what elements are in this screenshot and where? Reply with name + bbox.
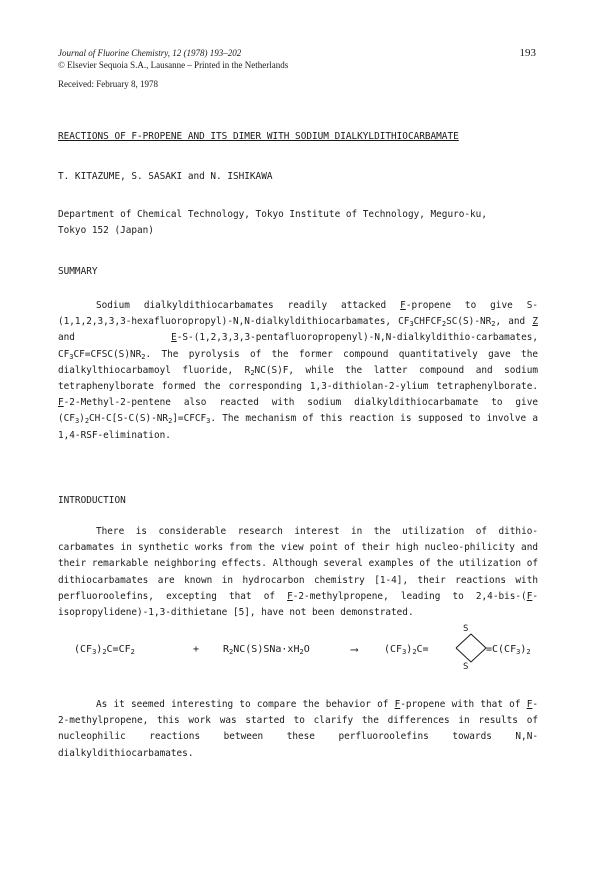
reactant-olefin: $(CF_3)_2C=CF_2$ — [74, 644, 135, 656]
summary-heading: SUMMARY — [58, 266, 98, 277]
introduction-paragraph-1: There is considerable research interest in the utilization of dithio-carbamates in synthetic works from the view point of their high nucleo-philicity and their remarkable neighboring effects. Although several examples of the utilization of dithiocarbamates are known in hydrocarbon chemistry [1-4], their reactions with perfluoroolefins, excepting that of F-2-methylpropene, leading to 2,4-bis-(F-isopropylidene)-1,3-dithietane [5], have not been demonstrated. — [58, 526, 538, 619]
reaction-arrow: ⟶ — [351, 643, 358, 656]
ring-sulfur-bottom: S — [463, 662, 469, 672]
copyright-line: © Elsevier Sequoia S.A., Lausanne – Printed in the Netherlands — [58, 60, 289, 70]
reactant-dithiocarbamate: $R_2NC(S)SNa\cdot xH_2O$ — [223, 644, 310, 656]
authors: T. KITAZUME, S. SASAKI and N. ISHIKAWA — [58, 171, 273, 182]
plus-sign: + — [193, 644, 200, 655]
dithietane-ring — [451, 624, 491, 674]
article-title: REACTIONS OF F-PROPENE AND ITS DIMER WITH SODIUM DIALKYLDITHIOCARBAMATE — [58, 131, 459, 142]
product-left-group: $(CF_3)_2C=$ — [384, 644, 429, 656]
introduction-paragraph-2: As it seemed interesting to compare the behavior of F-propene with that of F-2-methylpropene, this work was started to clarify the differences in results of nucleophilic reactions between these perfluoroolefins towards N,N-dialkyldithiocarbamates. — [58, 699, 538, 759]
introduction-heading: INTRODUCTION — [58, 495, 126, 506]
received-date: Received: February 8, 1978 — [58, 79, 158, 89]
page-number: 193 — [519, 47, 536, 59]
affiliation-line-1: Department of Chemical Technology, Tokyo Institute of Technology, Meguro-ku, — [58, 209, 487, 220]
summary-paragraph: Sodium dialkyldithiocarbamates readily attacked F-propene to give S-(1,1,2,3,3,3-hexafluoropropyl)-N,N-dialkyldithiocarbamates, $CF_3CHFCF_2SC(S)-NR_2$, and Z and E-S-(1,2,3,3,3-pentafluoropropenyl)-N,N-dialkyldithio-carbamates, $CF_3CF=CFSC(S)NR_2$. The pyrolysis of the former compound quantitatively gave the dialkylthiocarbamoyl fluoride, $R_2NC(S)F$, while the latter compound and sodium tetraphenylborate formed the corresponding 1,3-dithiolan-2-ylium tetraphenylborate. F-2-Methyl-2-pentene also reacted with sodium dialkyldithiocarbamate to give $(CF_3)_2CH-C[S-C(S)-NR_2]=CFCF_3$. The mechanism of this reaction is supposed to involve a 1,4-RSF-elimination. — [58, 300, 538, 441]
reaction-equation — [58, 624, 538, 674]
product-right-group: $=C(CF_3)_2$ — [486, 644, 531, 656]
ring-sulfur-top: S — [463, 624, 469, 634]
affiliation-line-2: Tokyo 152 (Japan) — [58, 225, 154, 236]
journal-citation: Journal of Fluorine Chemistry, 12 (1978) 193–202 — [58, 48, 242, 58]
